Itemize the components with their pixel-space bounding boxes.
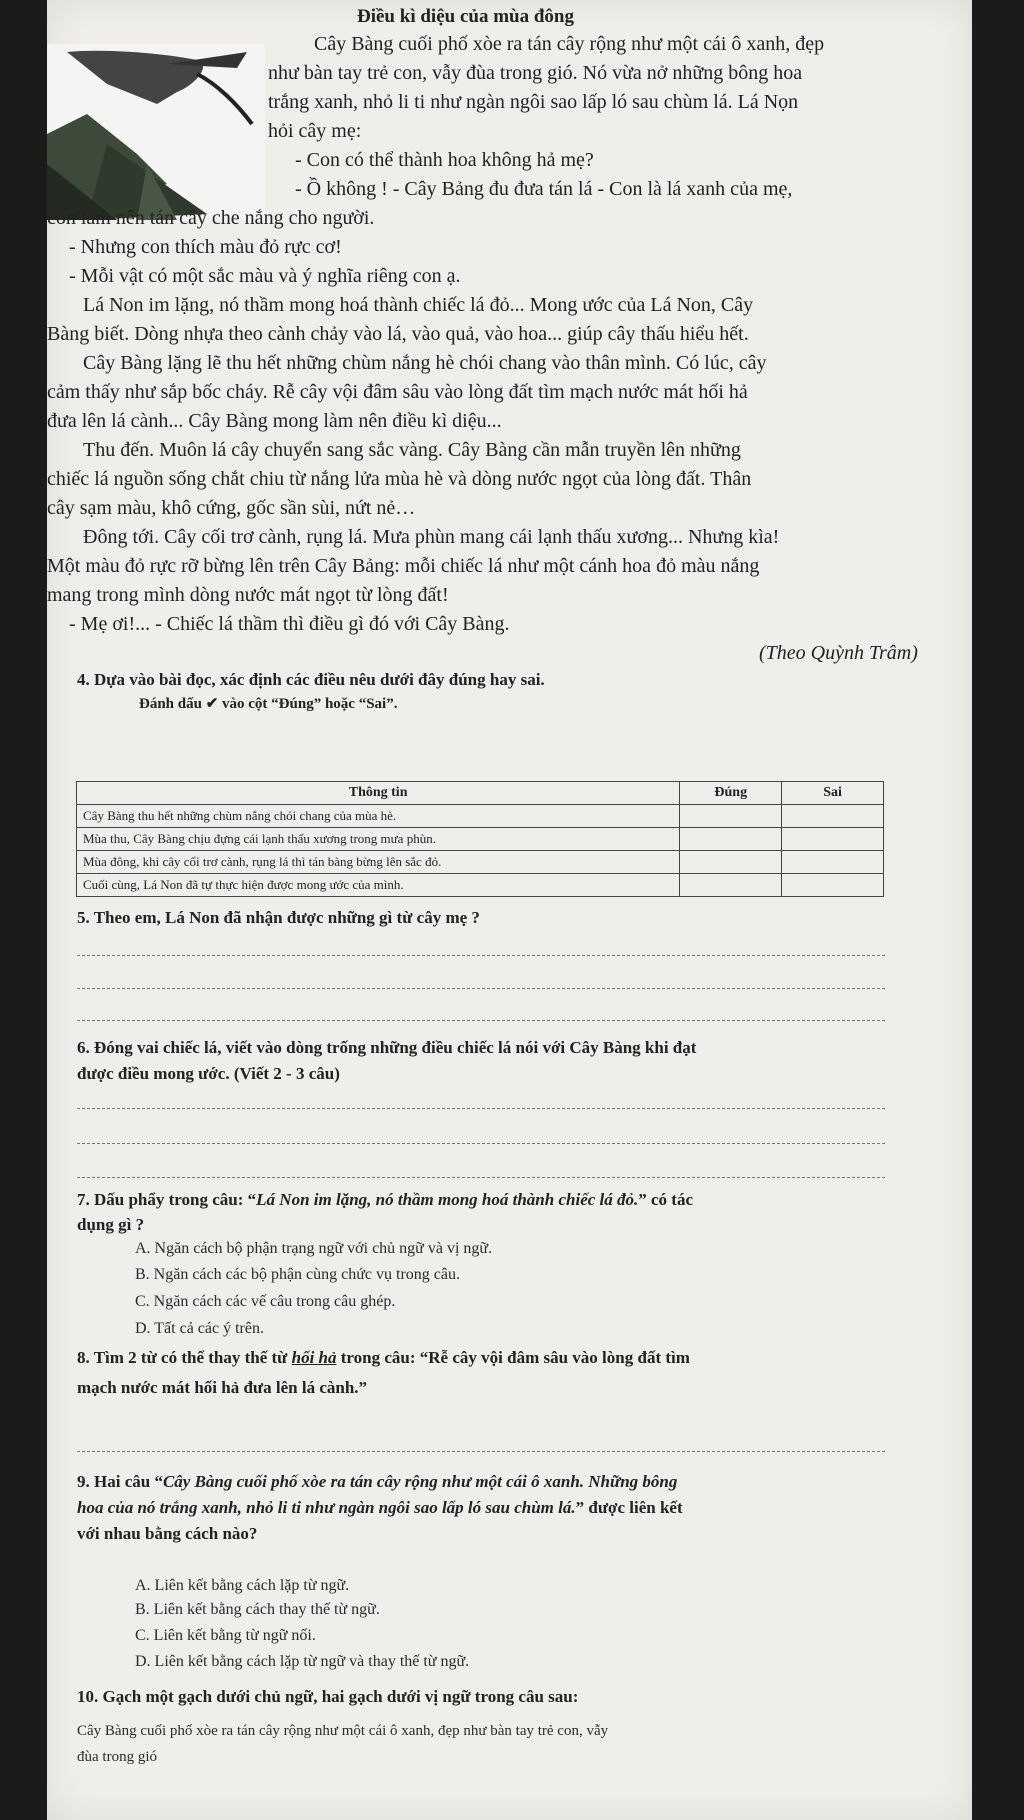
column-header-true: Đúng — [680, 782, 782, 805]
table-row — [77, 805, 884, 828]
false-checkbox-cell[interactable] — [782, 874, 884, 897]
question-9-line-2: hoa của nó trắng xanh, nhỏ li ti như ngàn ngôi sao lấp ló sau chùm lá.” được liên kết — [77, 1498, 683, 1517]
option-b[interactable]: B. Liên kết bằng cách thay thế từ ngữ. — [135, 1601, 380, 1618]
question-7-line-2: dụng gì ? — [77, 1215, 145, 1234]
false-checkbox-cell[interactable] — [782, 851, 884, 874]
question-4-instruction: Đánh dấu ✔ vào cột “Đúng” hoặc “Sai”. — [139, 696, 398, 712]
true-false-table — [76, 781, 884, 897]
option-d[interactable]: D. Tất cả các ý trên. — [135, 1320, 264, 1337]
question-10-heading: 10. Gạch một gạch dưới chủ ngữ, hai gạch dưới vị ngữ trong câu sau: — [77, 1687, 579, 1706]
passage-line: trắng xanh, nhỏ li ti như ngàn ngôi sao lấp ló sau chùm lá. Lá Nọn — [268, 91, 799, 113]
worksheet-page — [47, 0, 972, 1820]
false-checkbox-cell[interactable] — [782, 805, 884, 828]
answer-line[interactable] — [77, 1451, 885, 1452]
passage-line: hỏi cây mẹ: — [268, 120, 362, 142]
passage-line: như bàn tay trẻ con, vẫy đùa trong gió. Nó vừa nở những bông hoa — [268, 62, 803, 84]
passage-line: cảm thấy như sắp bốc cháy. Rễ cây vội đâm sâu vào lòng đất tìm mạch nước mát hối hả — [47, 381, 748, 403]
passage-line: - Ồ không ! - Cây Bảng đu đưa tán lá - Con là lá xanh của mẹ, — [295, 178, 793, 200]
answer-line[interactable] — [77, 1108, 885, 1109]
true-checkbox-cell[interactable] — [680, 828, 782, 851]
tree-illustration — [47, 44, 265, 220]
question-9: 9. Hai câu “Cây Bàng cuối phố xòe ra tán cây rộng như một cái ô xanh. Những bông — [77, 1472, 678, 1491]
column-header-false: Sai — [782, 782, 884, 805]
passage-title: Điều kì diệu của mùa đông — [357, 6, 574, 27]
question-8-word: hối hả — [291, 1348, 337, 1367]
passage-line: - Mẹ ơi!... - Chiếc lá thầm thì điều gì đó với Cây Bàng. — [69, 613, 510, 635]
option-a[interactable]: A. Liên kết bằng cách lặp từ ngữ. — [135, 1577, 350, 1594]
answer-line[interactable] — [77, 1020, 885, 1021]
passage-line: - Mỗi vật có một sắc màu và ý nghĩa riêng con ạ. — [69, 265, 461, 287]
passage-source: (Theo Quỳnh Trâm) — [759, 642, 918, 664]
option-a[interactable]: A. Ngăn cách bộ phận trạng ngữ với chủ ngữ và vị ngữ. — [135, 1240, 493, 1257]
passage-line: - Con có thể thành hoa không hả mẹ? — [295, 149, 594, 171]
table-row — [77, 851, 884, 874]
passage-line: - Nhưng con thích màu đỏ rực cơ! — [69, 236, 342, 258]
answer-line[interactable] — [77, 1177, 885, 1178]
false-checkbox-cell[interactable] — [782, 828, 884, 851]
table-row — [77, 874, 884, 897]
true-checkbox-cell[interactable] — [680, 874, 782, 897]
passage-line: con làm nên tán cây che nắng cho người. — [47, 207, 375, 229]
answer-line[interactable] — [77, 955, 885, 956]
true-checkbox-cell[interactable] — [680, 805, 782, 828]
question-8: 8. Tìm 2 từ có thể thay thế từ hối hả trong câu: “Rễ cây vội đâm sâu vào lòng đất tìm — [77, 1348, 690, 1367]
question-10-sentence-line-2[interactable]: đùa trong gió — [77, 1749, 157, 1765]
passage-line: Đông tới. Cây cối trơ cành, rụng lá. Mưa phùn mang cái lạnh thấu xương... Nhưng kìa! — [83, 526, 780, 548]
question-8-line-2: mạch nước mát hối hả đưa lên lá cành.” — [77, 1378, 368, 1397]
statement-cell: Mùa đông, khi cây cối trơ cành, rụng lá thì tán bàng bừng lên sắc đỏ. — [77, 851, 680, 874]
question-10-sentence-line-1[interactable]: Cây Bàng cuối phố xòe ra tán cây rộng như một cái ô xanh, đẹp như bàn tay trẻ con, vẫy — [77, 1723, 609, 1739]
passage-line: Cây Bàng lặng lẽ thu hết những chùm nắng hè chói chang vào thân mình. Có lúc, cây — [83, 352, 767, 374]
passage-line: Lá Non im lặng, nó thầm mong hoá thành chiếc lá đỏ... Mong ước của Lá Non, Cây — [83, 294, 754, 316]
statement-cell: Cây Bàng thu hết những chùm nắng chói chang của mùa hè. — [77, 805, 680, 828]
question-7: 7. Dấu phẩy trong câu: “Lá Non im lặng, nó thầm mong hoá thành chiếc lá đỏ.” có tác — [77, 1190, 694, 1209]
option-b[interactable]: B. Ngăn cách các bộ phận cùng chức vụ trong câu. — [135, 1266, 460, 1283]
question-6-line-1: 6. Đóng vai chiếc lá, viết vào dòng trống những điều chiếc lá nói với Cây Bàng khi đạt — [77, 1038, 697, 1057]
passage-line: Bàng biết. Dòng nhựa theo cành chảy vào lá, vào quả, vào hoa... giúp cây thấu hiểu hết. — [47, 323, 749, 345]
passage-line: đưa lên lá cành... Cây Bàng mong làm nên điều kì diệu... — [47, 410, 502, 432]
passage-line: chiếc lá nguồn sống chắt chiu từ nắng lửa mùa hè và dòng nước ngọt của lòng đất. Thân — [47, 468, 752, 490]
option-d[interactable]: D. Liên kết bằng cách lặp từ ngữ và thay thế từ ngữ. — [135, 1653, 470, 1670]
question-4-heading: 4. Dựa vào bài đọc, xác định các điều nêu dưới đây đúng hay sai. — [77, 670, 545, 689]
passage-line: mang trong mình dòng nước mát ngọt từ lòng đất! — [47, 584, 449, 606]
column-header-info: Thông tin — [77, 782, 680, 805]
option-c[interactable]: C. Ngăn cách các vế câu trong câu ghép. — [135, 1293, 396, 1310]
table-row — [77, 828, 884, 851]
passage-line: Một màu đỏ rực rỡ bừng lên trên Cây Bảng: mỗi chiếc lá như một cánh hoa đỏ màu nắng — [47, 555, 760, 577]
statement-cell: Mùa thu, Cây Bàng chịu đựng cái lạnh thấu xương trong mưa phùn. — [77, 828, 680, 851]
passage-line: Thu đến. Muôn lá cây chuyển sang sắc vàng. Cây Bàng cần mẫn truyền lên những — [83, 439, 741, 461]
answer-line[interactable] — [77, 1143, 885, 1144]
passage-line: cây sạm màu, khô cứng, gốc sần sùi, nứt nẻ… — [47, 497, 416, 519]
question-7-quote: Lá Non im lặng, nó thầm mong hoá thành chiếc lá đỏ. — [256, 1190, 639, 1209]
answer-line[interactable] — [77, 988, 885, 989]
true-checkbox-cell[interactable] — [680, 851, 782, 874]
question-5: 5. Theo em, Lá Non đã nhận được những gì từ cây mẹ ? — [77, 908, 480, 927]
tree-photo — [47, 44, 265, 220]
passage-line: Cây Bàng cuối phố xòe ra tán cây rộng như một cái ô xanh, đẹp — [314, 33, 825, 55]
option-c[interactable]: C. Liên kết bằng từ ngữ nối. — [135, 1627, 316, 1644]
question-9-line-3: với nhau bằng cách nào? — [77, 1524, 258, 1543]
statement-cell: Cuối cùng, Lá Non đã tự thực hiện được mong ước của mình. — [77, 874, 680, 897]
question-6-line-2: được điều mong ước. (Viết 2 - 3 câu) — [77, 1064, 340, 1083]
